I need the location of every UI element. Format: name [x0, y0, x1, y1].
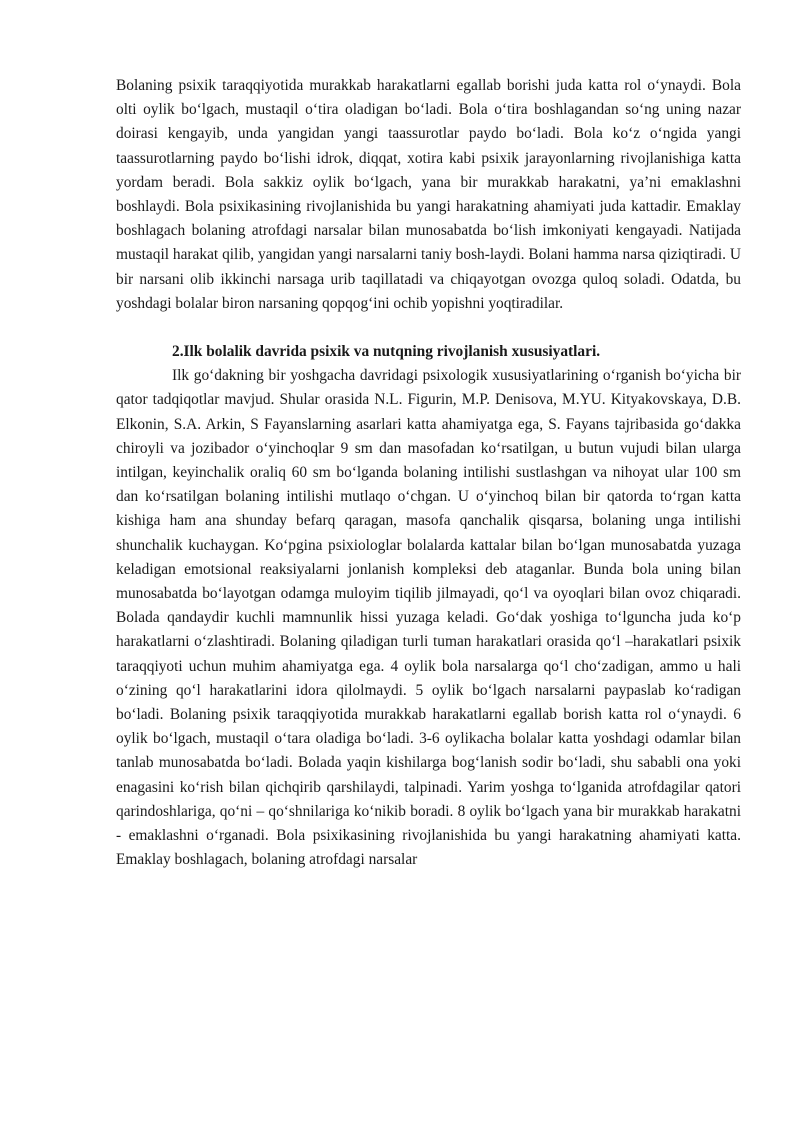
document-page	[116, 74, 741, 873]
body-paragraph: Bolaning psixik taraqqiyotida murakkab harakatlarni egallab borishi juda katta rol o‘ynaydi. Bola olti oylik bo‘lgach, mustaqil o‘tira oladigan bo‘ladi. Bola o‘tira boshlagandan so‘ng uning nazar doirasi kengayib, unda yangidan yangi taassurotlar paydo bo‘ladi. Bola ko‘z o‘ngida yangi taassurotlarning paydo bo‘lishi idrok, diqqat, xotira kabi psixik jarayonlarning rivojlanishiga katta yordam beradi. Bola sakkiz oylik bo‘lgach, yana bir murakkab harakatni, ya’ni emaklashni boshlaydi. Bola psixikasining rivojlanishida bu yangi harakatning ahamiyati juda kattadir. Emaklay boshlagach bolaning atrofdagi narsalar bilan munosabatda bo‘lish imkoniyati kengayadi. Natijada mustaqil harakat qilib, yangidan yangi narsalarni taniy bosh-laydi. Bolani hamma narsa qiziqtiradi. U bir narsani olib ikkinchi narsaga urib taqillatadi va chiqayotgan ovozga quloq soladi. Odatda, bu yoshdagi bolalar biron narsaning qopqog‘ini ochib yopishni yoqtiradilar.	[116, 77, 741, 312]
paragraph-spacer	[116, 316, 741, 340]
section-heading: 2.Ilk bolalik davrida psixik va nutqning rivojlanish xususiyatlari.	[172, 343, 601, 361]
body-paragraph: Ilk go‘dakning bir yoshgacha davridagi psixologik xususiyatlarining o‘rganish bo‘yicha bir qator tadqiqotlar mavjud. Shular orasida N.L. Figurin, M.P. Denisova, M.YU. Kityakovskaya, D.B. Elkonin, S.A. Arkin, S Fayanslarning asarlari katta ahamiyatga ega, S. Fayans tajribasida go‘dakka chiroyli va jozibador o‘yinchoqlar 9 sm dan masofadan ko‘rsatilgan, u butun vujudi bilan ularga intilgan, keyinchalik oraliq 60 sm bo‘lganda bolaning intilishi sustlashgan va nihoyat ular 100 sm dan ko‘rsatilgan bolaning intilishi mutlaqo o‘chgan. U o‘yinchoq bilan bir qatorda to‘rgan katta kishiga ham ana shunday befarq qaragan, masofa qanchalik qisqarsa, bolaning unga intilishi shunchalik kuchaygan. Ko‘pgina psixiologlar bolalarda kattalar bilan bo‘lgan munosabatda yuzaga keladigan emotsional reaksiyalarni jonlanish kompleksi deb ataganlar. Bunda bola uning bilan munosabatda bo‘layotgan odamga muloyim tiqilib jilmayadi, qo‘l va oyoqlari bilan ovoz chiqaradi. Bolada qandaydir kuchli mamnunlik hissi yuzaga keladi. Go‘dak yoshiga to‘lguncha juda ko‘p harakatlarni o‘zlashtiradi. Bolaning qiladigan turli tuman harakatlari orasida qo‘l –harakatlari psixik taraqqiyoti uchun muhim ahamiyatga ega. 4 oylik bola narsalarga qo‘l cho‘zadigan, ammo u hali o‘zining qo‘l harakatlarini idora qilolmaydi. 5 oylik bo‘lgach narsalarni paypaslab ko‘radigan bo‘ladi. Bolaning psixik taraqqiyotida murakkab harakatlarni egallab borish katta rol o‘ynaydi. 6 oylik bo‘lgach, mustaqil o‘tara oladiga bo‘ladi. 3-6 oylikacha bolalar katta yoshdagi odamlar bilan tanlab munosabatda bo‘ladi. Bolada yaqin kishilarga bog‘lanish sodir bo‘ladi, shu sababli ona yoki enagasini ko‘rish bilan qichqirib qarshilaydi, talpinadi. Yarim yoshga to‘lganida atrofdagilar qatori qarindoshlariga, qo‘ni – qo‘shnilariga ko‘nikib boradi. 8 oylik bo‘lgach yana bir murakkab harakatni - emaklashni o‘rganadi. Bola psixikasining rivojlanishida bu yangi harakatning ahamiyati katta. Emaklay boshlagach, bolaning atrofdagi narsalar	[116, 367, 741, 869]
